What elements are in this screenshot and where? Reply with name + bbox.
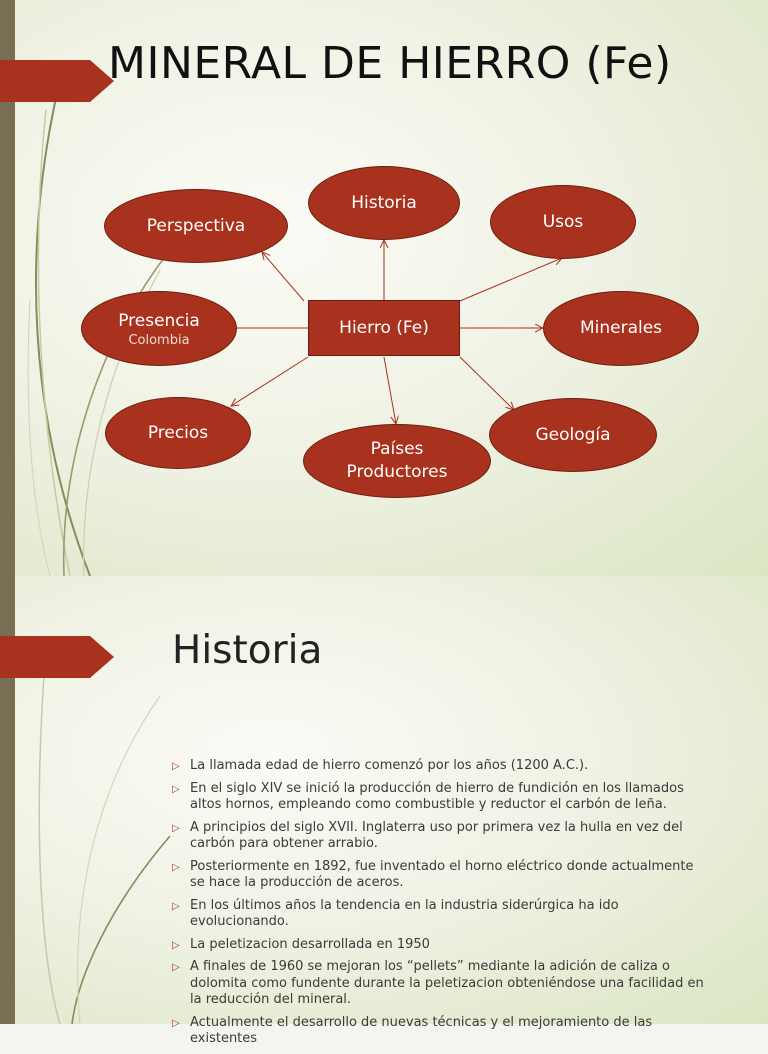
bullet-text: A finales de 1960 se mejoran los “pellets” mediante la adición de caliza o dolomita como fundente durante la peletizacion obteniéndose una facilidad en la reducción del mineral. <box>190 959 704 1007</box>
connector-paises <box>384 357 396 424</box>
bullet-text: Posteriormente en 1892, fue inventado el horno eléctrico donde actualmente se hace la producción de aceros. <box>190 858 694 890</box>
node-paises-label-1: Países <box>370 439 424 459</box>
node-geologia-label: Geología <box>535 424 611 445</box>
arrow-bullet-icon: ▷ <box>172 861 180 873</box>
bullet-item <box>172 859 712 892</box>
node-perspectiva <box>104 189 288 263</box>
connector-precios <box>231 357 308 406</box>
bullet-item <box>172 758 712 775</box>
node-minerales <box>543 291 699 366</box>
center-box-hierro: Hierro (Fe) <box>308 300 460 356</box>
bullet-item <box>172 959 712 1009</box>
bullet-text: En el siglo XIV se inició la producción de hierro de fundición en los llamados altos hornos, empleando como combustible y reductor el carbón de leña. <box>190 780 684 812</box>
node-precios <box>105 397 251 469</box>
bullet-item <box>172 781 712 814</box>
bullet-text: En los últimos años la tendencia en la industria siderúrgica ha ido evolucionando. <box>190 897 619 929</box>
node-perspectiva-label: Perspectiva <box>146 215 246 236</box>
node-usos <box>490 185 636 259</box>
connector-perspectiva <box>262 252 304 301</box>
arrow-bullet-icon: ▷ <box>172 822 180 834</box>
node-geologia <box>489 398 657 472</box>
arrow-bullet-icon: ▷ <box>172 1017 180 1029</box>
bullet-list <box>172 758 712 1054</box>
bullet-text: Actualmente el desarrollo de nuevas técnicas y el mejoramiento de las existentes <box>190 1014 653 1046</box>
node-minerales-label: Minerales <box>579 318 663 338</box>
connector-usos <box>460 258 562 301</box>
node-precios-label: Precios <box>147 422 209 443</box>
arrow-bullet-icon: ▷ <box>172 783 180 795</box>
node-usos-label: Usos <box>542 211 584 232</box>
node-paises-productores <box>303 424 491 498</box>
connector-geologia <box>460 357 514 410</box>
bullet-item <box>172 820 712 853</box>
node-presencia-label: Presencia <box>118 310 200 331</box>
slide-title: MINERAL DE HIERRO (Fe) <box>108 38 672 89</box>
arrow-bullet-icon: ▷ <box>172 761 180 772</box>
node-historia <box>308 166 460 240</box>
bullet-item <box>172 937 712 954</box>
bullet-text: A principios del siglo XVII. Inglaterra uso por primera vez la hulla en vez del carbón para obtener arrabio. <box>190 819 683 851</box>
bullet-text: La peletizacion desarrollada en 1950 <box>190 936 430 952</box>
node-historia-label: Historia <box>351 192 417 213</box>
node-presencia-sublabel: Colombia <box>128 332 190 348</box>
node-presencia <box>81 291 237 366</box>
arrow-bullet-icon: ▷ <box>172 939 180 951</box>
slide-title: Historia <box>172 628 323 673</box>
bullet-text: La llamada edad de hierro comenzó por los años (1200 A.C.). <box>190 758 589 773</box>
bullet-item <box>172 1015 712 1048</box>
slide-historia <box>0 576 768 1046</box>
arrow-bullet-icon: ▷ <box>172 900 180 912</box>
title-arrow-tab <box>0 636 114 678</box>
arrow-bullet-icon: ▷ <box>172 962 180 973</box>
bullet-item <box>172 898 712 931</box>
node-paises-label-2: Productores <box>346 462 448 482</box>
